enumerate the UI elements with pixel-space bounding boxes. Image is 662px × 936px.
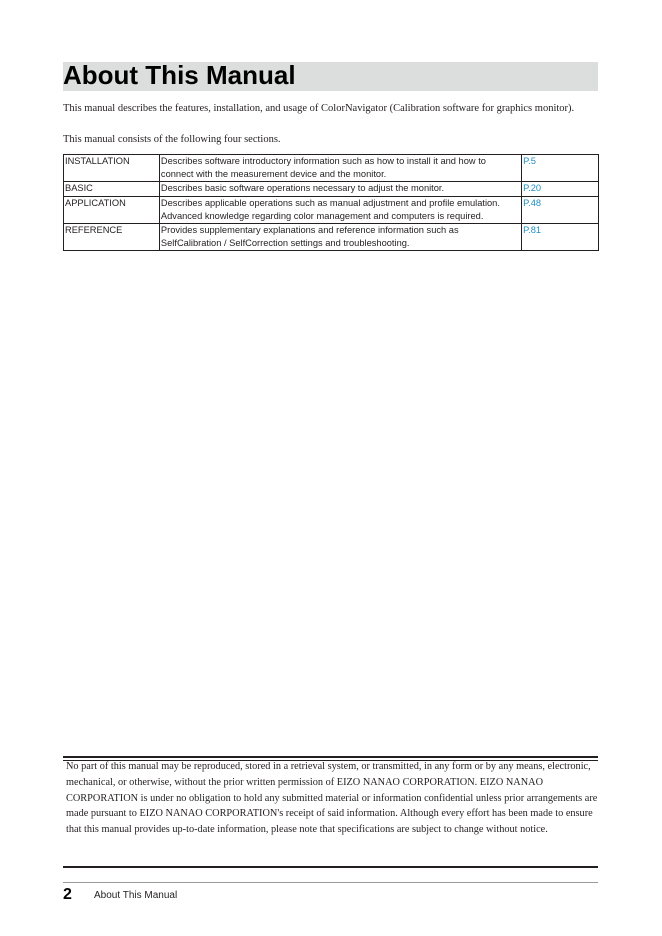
section-description: Describes basic software operations necessary to adjust the monitor. [159, 182, 521, 196]
section-page-link[interactable]: P.20 [522, 182, 599, 196]
footer-rule [63, 882, 598, 883]
notice-top-rule [63, 756, 598, 758]
table-row [64, 182, 599, 196]
sections-table [63, 154, 599, 251]
section-description: Describes applicable operations such as manual adjustment and profile emulation. Advanced knowledge regarding color management and computers is required. [159, 196, 521, 223]
section-page-link[interactable]: P.5 [522, 155, 599, 182]
running-title: About This Manual [94, 890, 178, 901]
section-name: BASIC [64, 182, 160, 196]
copyright-notice: No part of this manual may be reproduced, stored in a retrieval system, or transmitted, in any form or by any means, electronic, mechanical, or otherwise, without the prior written permission of EIZO NANAO CORPORATION. EIZO NANAO CORPORATION is under no obligation to hold any submitted material or information confidential unless prior arrangements are made pursuant to EIZO NANAO CORPORATION's receipt of said information. Although every effort has been made to ensure that this manual provides up-to-date information, please note that specifications are subject to change without notice. [66, 761, 598, 836]
intro-paragraph: This manual describes the features, installation, and usage of ColorNavigator (Calibration software for graphics monitor). [63, 103, 575, 114]
notice-bottom-rule [63, 866, 598, 868]
page-number: 2 [63, 886, 72, 903]
table-row [64, 196, 599, 223]
section-page-link[interactable]: P.81 [522, 224, 599, 251]
table-row [64, 155, 599, 182]
page-title: About This Manual [63, 60, 296, 90]
table-row [64, 224, 599, 251]
intro-sections-sentence: This manual consists of the following four sections. [63, 134, 281, 145]
section-page-link[interactable]: P.48 [522, 196, 599, 223]
section-description: Provides supplementary explanations and reference information such as SelfCalibration / SelfCorrection settings and troubleshooting. [159, 224, 521, 251]
section-name: INSTALLATION [64, 155, 160, 182]
section-description: Describes software introductory information such as how to install it and how to connect with the measurement device and the monitor. [159, 155, 521, 182]
section-name: APPLICATION [64, 196, 160, 223]
section-name: REFERENCE [64, 224, 160, 251]
